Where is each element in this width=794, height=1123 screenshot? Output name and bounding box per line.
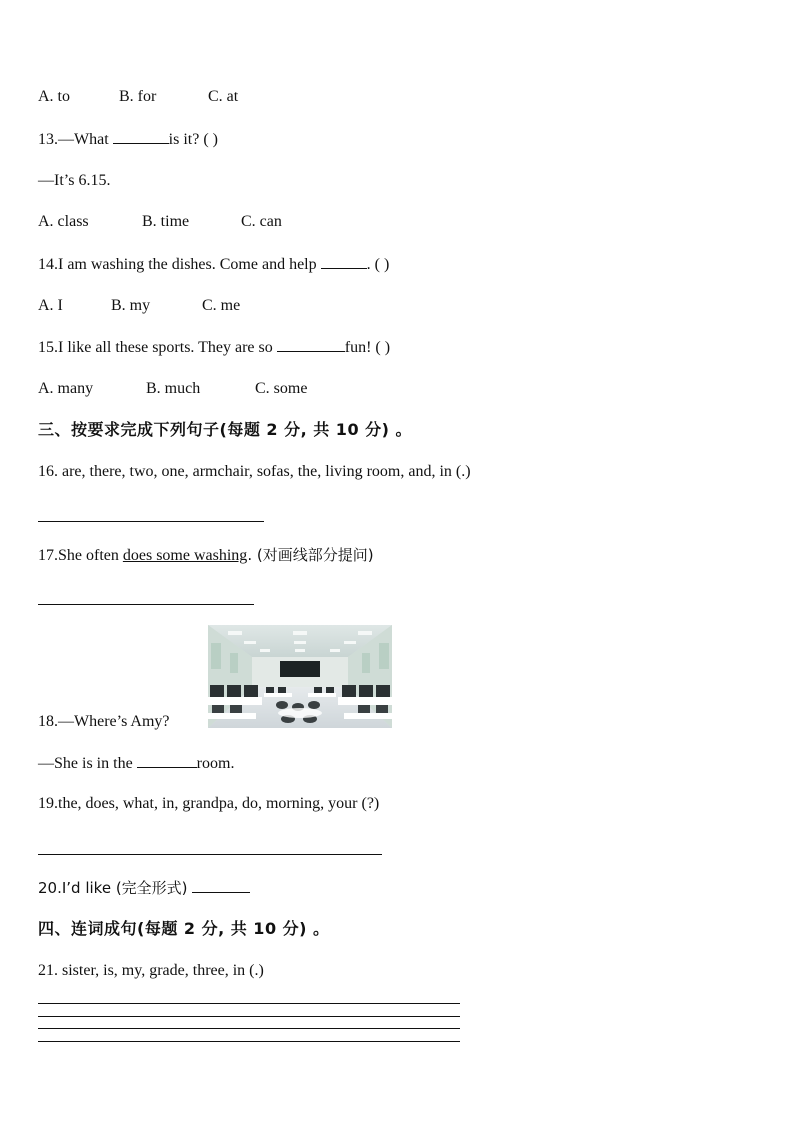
q17-question <box>38 545 374 566</box>
q12-options <box>38 87 238 107</box>
q16-question: 16. are, there, two, one, armchair, sofas, the, living room, and, in (.) <box>38 463 471 480</box>
q15-option-a: A. many <box>38 380 94 397</box>
q19-answer-line[interactable] <box>38 854 382 855</box>
q21-answer-line-4[interactable] <box>38 1041 460 1042</box>
section-4-heading: 四、连词成句(每题 2 分, 共 10 分) 。 <box>38 919 330 938</box>
q17-underlined-phrase: does some washing <box>122 547 248 564</box>
q13-question <box>38 129 218 150</box>
q15-option-b: B. much <box>146 380 201 397</box>
q17-suffix: . (对画线部分提问) <box>247 546 374 564</box>
q17-answer-line[interactable] <box>38 604 254 605</box>
q12-option-b: B. for <box>119 88 157 105</box>
q13-option-b: B. time <box>142 213 190 230</box>
q21-question: 21. sister, is, my, grade, three, in (.) <box>38 962 264 979</box>
q18-question: 18.—Where’s Amy? <box>38 713 170 730</box>
q21-answer-line-1[interactable] <box>38 1003 460 1004</box>
q14-option-c: C. me <box>202 297 241 314</box>
q15-option-c: C. some <box>255 380 308 397</box>
q13-suffix: is it? ( ) <box>168 131 218 148</box>
q13-option-a: A. class <box>38 213 89 230</box>
q13-blank[interactable] <box>113 129 169 144</box>
q14-blank[interactable] <box>321 254 367 269</box>
q18-blank[interactable] <box>137 753 197 768</box>
q13-prefix: 13.—What <box>38 131 113 148</box>
computer-classroom-photo <box>208 625 392 728</box>
q13-option-c: C. can <box>241 213 282 230</box>
q15-question <box>38 337 390 358</box>
q13-reply: —It’s 6.15. <box>38 172 111 189</box>
q14-options <box>38 296 240 316</box>
q20-prefix: 20.I’d like (完全形式) <box>38 879 193 897</box>
q12-option-a: A. to <box>38 88 70 105</box>
q14-suffix: . ( ) <box>366 256 390 273</box>
q21-answer-line-3[interactable] <box>38 1028 460 1029</box>
q15-blank[interactable] <box>277 337 345 352</box>
q20-question <box>38 878 250 899</box>
q15-prefix: 15.I like all these sports. They are so <box>38 339 277 356</box>
q16-answer-line[interactable] <box>38 521 264 522</box>
q18-reply-prefix: —She is in the <box>38 755 137 772</box>
section-3-heading: 三、按要求完成下列句子(每题 2 分, 共 10 分) 。 <box>38 420 413 439</box>
q14-prefix: 14.I am washing the dishes. Come and help <box>38 256 321 273</box>
q14-question <box>38 254 389 275</box>
q18-reply <box>38 753 234 774</box>
q18-reply-suffix: room. <box>196 755 235 772</box>
q14-option-a: A. I <box>38 297 63 314</box>
q20-blank[interactable] <box>192 878 250 893</box>
q14-option-b: B. my <box>111 297 151 314</box>
q15-options <box>38 379 307 399</box>
q12-option-c: C. at <box>208 88 239 105</box>
q13-options <box>38 212 282 232</box>
q19-question: 19.the, does, what, in, grandpa, do, morning, your (?) <box>38 795 380 812</box>
q21-answer-line-2[interactable] <box>38 1016 460 1017</box>
q15-suffix: fun! ( ) <box>344 339 391 356</box>
q17-prefix: 17.She often <box>38 547 123 564</box>
